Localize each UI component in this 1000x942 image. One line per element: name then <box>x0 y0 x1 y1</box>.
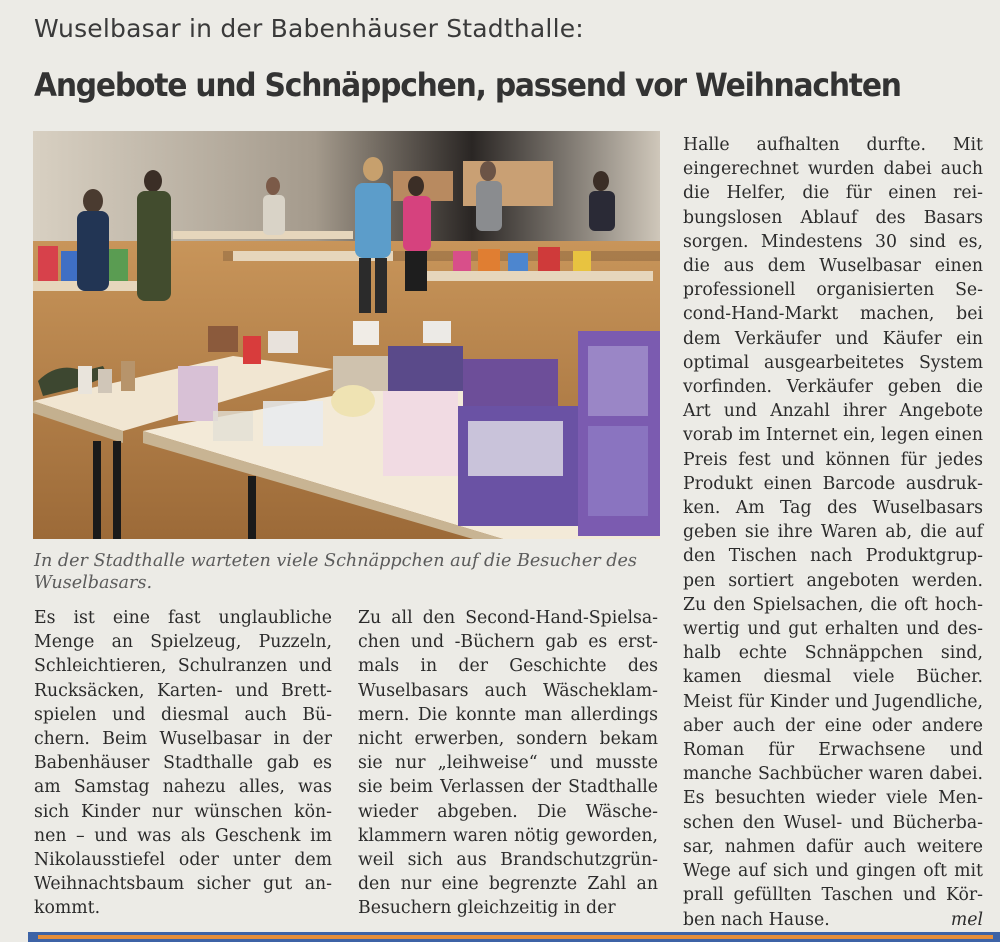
basar-hall-illustration <box>33 131 660 539</box>
article-column-2: Zu all den Second-Hand-Spielsachen und -Büchern gab es erstmals in der Geschichte des Wuselbasars auch Wäscheklammern. Die konnte man allerdings nicht erwerben, sondern bekam sie nur „leihweise“ und musste sie beim Verlassen der Stadthalle wieder abgeben. Die Wäscheklammern waren nötig geworden, weil sich aus Brandschutzgründen nur eine begrenzte Zahl an Besuchern gleichzeitig in der <box>358 608 658 919</box>
article-column-3 <box>683 133 983 932</box>
bottom-border-stripe <box>38 935 993 939</box>
author-signature: mel <box>950 909 983 930</box>
photo-caption: In der Stadthalle warteten viele Schnäppchen auf die Besucher des Wuselbasars. <box>34 551 637 593</box>
article-kicker: Wuselbasar in der Babenhäuser Stadthalle: <box>34 14 584 43</box>
article-photo <box>33 131 660 539</box>
article-column-3-text: Halle aufhalten durfte. Mit eingerechnet wurden dabei auch die Helfer, die für einen reibungslosen Ablauf des Basars sorgen. Mindestens 30 sind es, die aus dem Wuselbasar einen professionell organisierten Second-Hand-Markt machen, bei dem Verkäufer und Käufer ein optimal ausgearbeitetes System vorfinden. Verkäufer geben die Art und Anzahl ihrer Angebote vorab im Internet ein, legen einen Preis fest und können für jedes Produkt einen Barcode ausdrukken. Am Tag des Wuselbasars geben sie ihre Waren ab, die auf den Tischen nach Produktgruppen sortiert angeboten werden. Zu den Spielsachen, die oft hochwertig und gut erhalten und deshalb echte Schnäppchen sind, kamen diesmal viele Bücher. Meist für Kinder und Jugendliche, aber auch der eine oder andere Roman für Erwachsene und manche Sachbücher waren dabei. Es besuchten wieder viele Menschen den Wusel- und Bücherbasar, nahmen dafür auch weitere Wege auf sich und gingen oft mit prall gefüllten Taschen und Körben nach Hause. <box>683 135 983 930</box>
article-headline: Angebote und Schnäppchen, passend vor Weihnachten <box>34 66 901 104</box>
article-column-1: Es ist eine fast unglaubliche Menge an Spielzeug, Puzzeln, Schleichtieren, Schulranzen und Rucksäcken, Karten- und Brettspielen und diesmal auch Büchern. Beim Wuselbasar in der Babenhäuser Stadthalle gab es am Samstag nahezu alles, was sich Kinder nur wünschen können – und was als Geschenk im Nikolausstiefel oder unter dem Weihnachtsbaum sicher gut ankommt. <box>34 608 332 919</box>
